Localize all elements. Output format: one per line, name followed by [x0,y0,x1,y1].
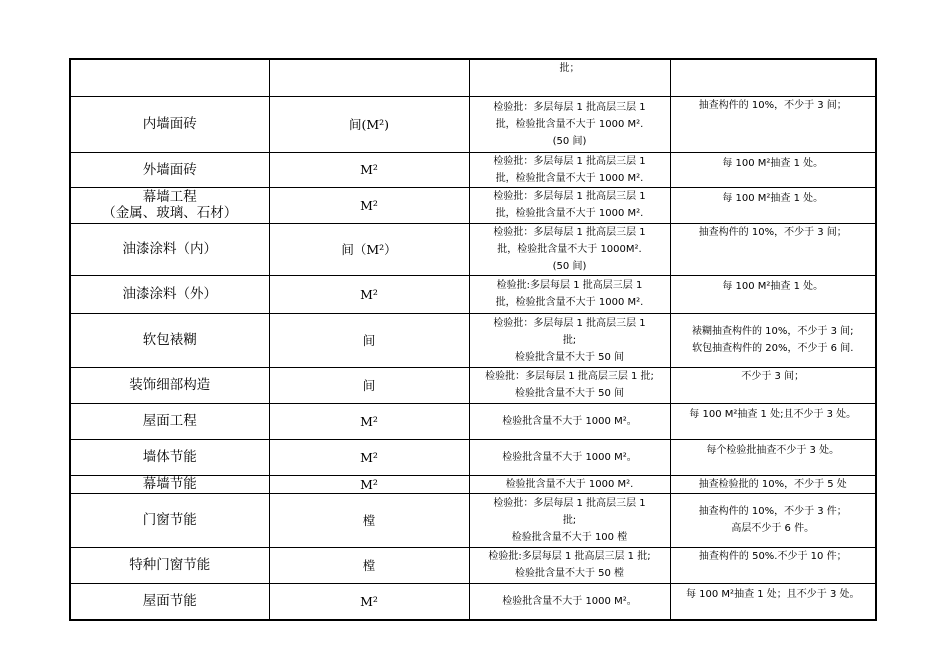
cell-text-line: 软包抽查构件的 20%，不少于 6 间. [692,343,854,354]
cell-text-line: (50 间) [552,260,587,272]
batch-rule-cell [469,547,670,583]
table-row [70,583,876,620]
sampling-rule-cell [670,275,876,313]
cell-text-line: 检验批：多层每层 1 批高层三层 1 [493,101,646,113]
item-name-cell [70,547,269,583]
unit-cell: M² [269,187,469,223]
cell-text-line: 批; [562,514,577,526]
batch-rule-cell [469,313,670,367]
cell-text-line: 门窗节能 [142,512,197,528]
cell-text-line: 检验批含量不大于 1000 M². [505,478,634,490]
cell-text-line: （金属、玻璃、石材） [102,205,238,221]
sampling-rule-cell [670,475,876,493]
item-name-cell [70,59,269,96]
cell-text-line: 墙体节能 [142,449,197,465]
table-row [70,275,876,313]
cell-text-line: 每 100 M²抽查 1 处。 [722,280,824,292]
item-name-cell [70,223,269,275]
item-name-cell [70,96,269,152]
cell-text-line: 检验批:多层每层 1 批高层三层 1 [496,280,643,291]
cell-text-line: 检验批：多层每层 1 批高层三层 1 [493,191,646,202]
batch-rule-cell [469,475,670,493]
item-name-cell [70,493,269,547]
cell-text-line: 批，检验批含量不大于 1000 M². [495,208,644,219]
unit-cell: 间 [269,313,469,367]
cell-text-line: 检验批:多层每层 1 批高层三层 1 批; [488,551,651,562]
batch-rule-cell [469,96,670,152]
item-name-cell [70,439,269,475]
cell-text-line: 不少于 3 间； [741,370,805,382]
cell-text-line: 批，检验批含量不大于 1000 M². [495,172,644,184]
batch-rule-cell [469,152,670,187]
batch-rule-cell [469,223,670,275]
cell-text-line: 外墙面砖 [142,161,197,178]
sampling-rule-cell [670,96,876,152]
cell-text-line: 屋面节能 [142,593,197,610]
cell-text-line: 每 100 M²抽查 1 处；且不少于 3 处。 [685,588,860,600]
unit-cell: M² [269,152,469,187]
sampling-rule-cell [670,152,876,187]
batch-rule-cell [469,583,670,620]
table-row [70,152,876,187]
batch-rule-cell [469,187,670,223]
cell-text-line: 批； [559,63,580,74]
cell-text-line: 批; [562,334,577,346]
table-row [70,59,876,96]
cell-text-line: 检验批含量不大于 100 樘 [511,531,628,543]
table-row [70,493,876,547]
table-row [70,547,876,583]
table-row [70,403,876,439]
cell-text-line: 高层不少于 6 件。 [731,523,815,534]
unit-cell: M² [269,439,469,475]
cell-text-line: 检验批：多层每层 1 批高层三层 1 批; [485,371,654,382]
cell-text-line: 批，检验批含量不大于 1000 M². [495,118,644,130]
sampling-rule-cell [670,313,876,367]
cell-text-line: (50 间) [552,135,587,147]
cell-text-line: 幕墙节能 [142,476,197,492]
cell-text-line: 检验批含量不大于 50 间 [514,388,625,399]
sampling-rule-cell [670,187,876,223]
unit-cell: M² [269,475,469,493]
sampling-rule-cell [670,439,876,475]
cell-text-line: 检验批：多层每层 1 批高层三层 1 [493,226,646,238]
cell-text-line: 检验批：多层每层 1 批高层三层 1 [493,317,646,329]
cell-text-line: 检验批含量不大于 1000 M²。 [502,595,637,607]
unit-cell: M² [269,403,469,439]
unit-cell: M² [269,583,469,620]
cell-text-line: 每 100 M²抽查 1 处;且不少于 3 处。 [689,408,857,420]
batch-rule-cell [469,439,670,475]
batch-rule-cell [469,403,670,439]
cell-text-line: 抽查构件的 10%，不少于 3 件； [698,506,847,517]
cell-text-line: 装饰细部构造 [129,377,211,393]
cell-text-line: 屋面工程 [142,413,197,429]
batch-rule-cell [469,59,670,96]
sampling-rule-cell [670,223,876,275]
item-name-cell [70,367,269,403]
unit-cell: 间(M²) [269,96,469,152]
item-name-cell [70,187,269,223]
unit-cell: 樘 [269,547,469,583]
cell-text-line: 批，检验批含量不大于 1000M². [497,243,642,255]
cell-text-line: 软包裱糊 [142,332,197,348]
cell-text-line: 抽查构件的 10%，不少于 3 间； [698,99,847,111]
sampling-rule-cell [670,583,876,620]
cell-text-line: 每 100 M²抽查 1 处。 [722,157,824,169]
cell-text-line: 检验批：多层每层 1 批高层三层 1 [493,497,646,509]
unit-cell: 间（M²） [269,223,469,275]
item-name-cell [70,475,269,493]
table-row [70,223,876,275]
item-name-cell [70,313,269,367]
table-row [70,475,876,493]
cell-text-line: 批，检验批含量不大于 1000 M². [495,297,644,308]
table-row [70,187,876,223]
cell-text-line: 抽查检验批的 10%，不少于 5 处 [698,478,847,490]
item-name-cell [70,152,269,187]
cell-text-line: 检验批含量不大于 1000 M²。 [502,415,637,427]
cell-text-line: 内墙面砖 [142,116,197,132]
cell-text-line: 特种门窗节能 [129,557,211,573]
unit-cell [269,59,469,96]
unit-cell: M² [269,275,469,313]
batch-rule-cell [469,275,670,313]
cell-text-line: 每 100 M²抽查 1 处。 [722,192,824,204]
cell-text-line: 油漆涂料（内） [122,241,217,257]
cell-text-line: 裱糊抽查构件的 10%，不少于 3 间; [692,326,854,337]
cell-text-line: 抽查构件的 50%.不少于 10 件； [698,550,847,562]
cell-text-line: 检验批含量不大于 1000 M²。 [502,451,637,463]
cell-text-line: 幕墙工程 [142,189,197,205]
table-row [70,367,876,403]
unit-cell: 樘 [269,493,469,547]
cell-text-line: 抽查构件的 10%，不少于 3 间； [698,226,847,238]
cell-text-line: 每个检验批抽查不少于 3 处。 [706,444,840,456]
cell-text-line: 检验批：多层每层 1 批高层三层 1 [493,155,646,167]
batch-rule-cell [469,367,670,403]
item-name-cell [70,583,269,620]
item-name-cell [70,275,269,313]
inspection-table-body [70,59,876,620]
sampling-rule-cell [670,493,876,547]
batch-rule-cell [469,493,670,547]
item-name-cell [70,403,269,439]
cell-text-line: 油漆涂料（外） [122,286,217,302]
sampling-rule-cell [670,59,876,96]
sampling-rule-cell [670,403,876,439]
table-row [70,313,876,367]
table-row [70,96,876,152]
unit-cell: 间 [269,367,469,403]
sampling-rule-cell [670,367,876,403]
sampling-rule-cell [670,547,876,583]
cell-text-line: 检验批含量不大于 50 樘 [514,568,625,579]
cell-text-line: 检验批含量不大于 50 间 [514,351,625,363]
table-row [70,439,876,475]
inspection-table [69,58,877,621]
